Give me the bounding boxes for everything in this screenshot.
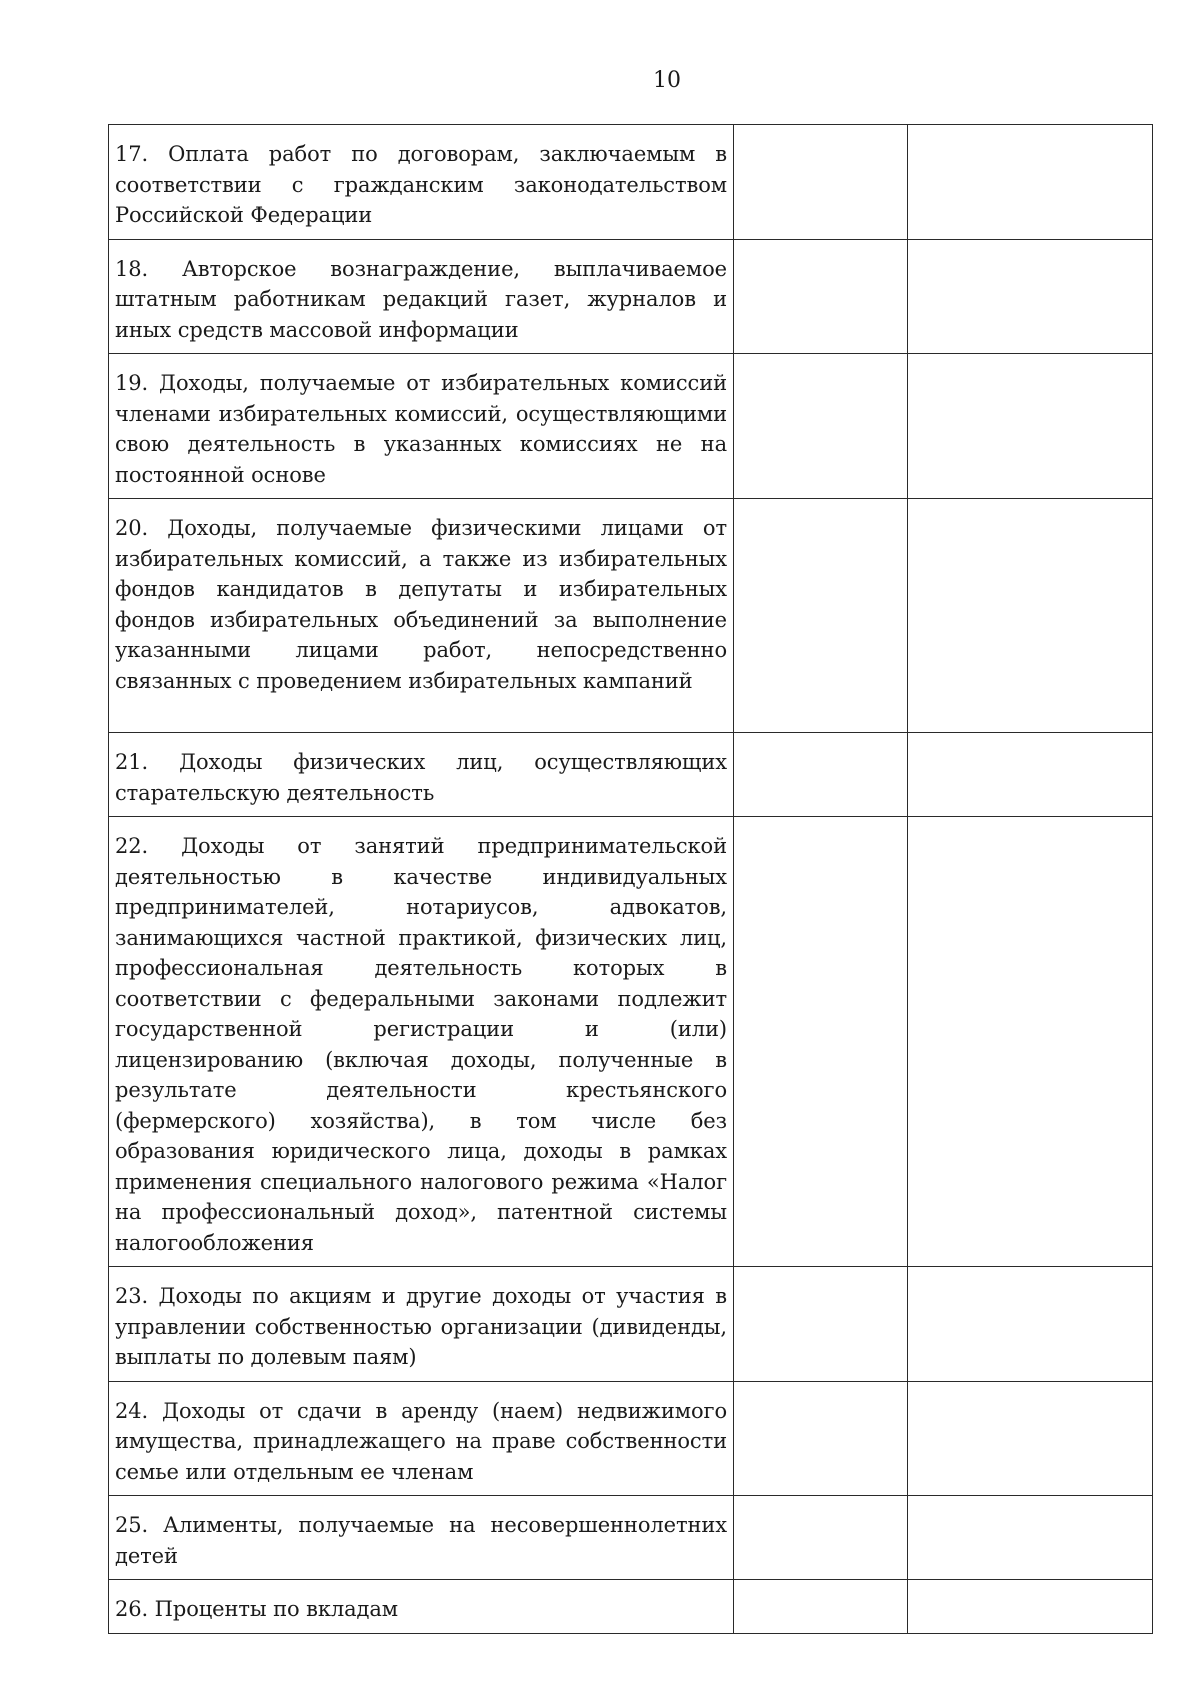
table-row [109,1496,1153,1580]
page-number: 10 [653,68,681,93]
row-label-cell [109,1267,734,1382]
row-label-cell [109,1496,734,1580]
value-cell[interactable] [908,125,1153,240]
table-row [109,1267,1153,1382]
row-label: 26. Проценты по вкладам [115,1597,399,1621]
value-cell[interactable] [908,239,1153,354]
table-row [109,1381,1153,1496]
value-cell[interactable] [908,354,1153,499]
row-label-cell [109,499,734,733]
row-label: 21. Доходы физических лиц, осуществляющих старательскую деятельность [115,750,727,805]
row-label: 25. Алименты, получаемые на несовершеннолетних детей [115,1513,727,1568]
value-cell[interactable] [908,499,1153,733]
table-row [109,499,1153,733]
value-cell[interactable] [734,354,908,499]
value-cell[interactable] [908,1496,1153,1580]
row-label-cell [109,1580,734,1634]
row-label: 24. Доходы от сдачи в аренду (наем) недвижимого имущества, принадлежащего на праве собственности семье или отдельным ее членам [115,1398,727,1484]
row-label-cell [109,354,734,499]
income-table [108,124,1153,1634]
value-cell[interactable] [734,817,908,1267]
value-cell[interactable] [734,499,908,733]
value-cell[interactable] [734,239,908,354]
table-row [109,733,1153,817]
row-label: 22. Доходы от занятий предпринимательской деятельностью в качестве индивидуальных предпринимателей, нотариусов, адвокатов, занимающихся частной практикой, физических лиц, профессиональная деятельность которых в соответствии с федеральными законами подлежит государственной регистрации и (или) лицензированию (включая доходы, полученные в результате деятельности крестьянского (фермерского) хозяйства), в том числе без образования юридического лица, доходы в рамках применения специального налогового режима «Налог на профессиональный доход», патентной системы налогообложения [115,834,727,1255]
row-label: 17. Оплата работ по договорам, заключаемым в соответствии с гражданским законодательством Российской Федерации [115,142,727,227]
table-row [109,239,1153,354]
table-row [109,817,1153,1267]
table-row [109,354,1153,499]
row-label: 19. Доходы, получаемые от избирательных комиссий членами избирательных комиссий, осуществляющими свою деятельность в указанных комиссиях не на постоянной основе [115,371,727,487]
row-label: 18. Авторское вознаграждение, выплачиваемое штатным работникам редакций газет, журналов и иных средств массовой информации [115,256,727,342]
value-cell[interactable] [908,817,1153,1267]
table-row [109,1580,1153,1634]
row-label-cell [109,733,734,817]
value-cell[interactable] [734,125,908,240]
value-cell[interactable] [908,1267,1153,1382]
row-label-cell [109,1381,734,1496]
value-cell[interactable] [908,1580,1153,1634]
value-cell[interactable] [734,733,908,817]
row-label-cell [109,239,734,354]
table-row [109,125,1153,240]
row-label-cell [109,125,734,240]
row-label-cell [109,817,734,1267]
value-cell[interactable] [734,1267,908,1382]
row-label: 23. Доходы по акциям и другие доходы от участия в управлении собственностью организации (дивиденды, выплаты по долевым паям) [115,1284,727,1369]
value-cell[interactable] [908,1381,1153,1496]
value-cell[interactable] [908,733,1153,817]
row-label: 20. Доходы, получаемые физическими лицами от избирательных комиссий, а также из избирательных фондов кандидатов в депутаты и избирательных фондов избирательных объединений за выполнение указанными лицами работ, непосредственно связанных с проведением избирательных кампаний [115,516,727,693]
value-cell[interactable] [734,1496,908,1580]
value-cell[interactable] [734,1381,908,1496]
value-cell[interactable] [734,1580,908,1634]
